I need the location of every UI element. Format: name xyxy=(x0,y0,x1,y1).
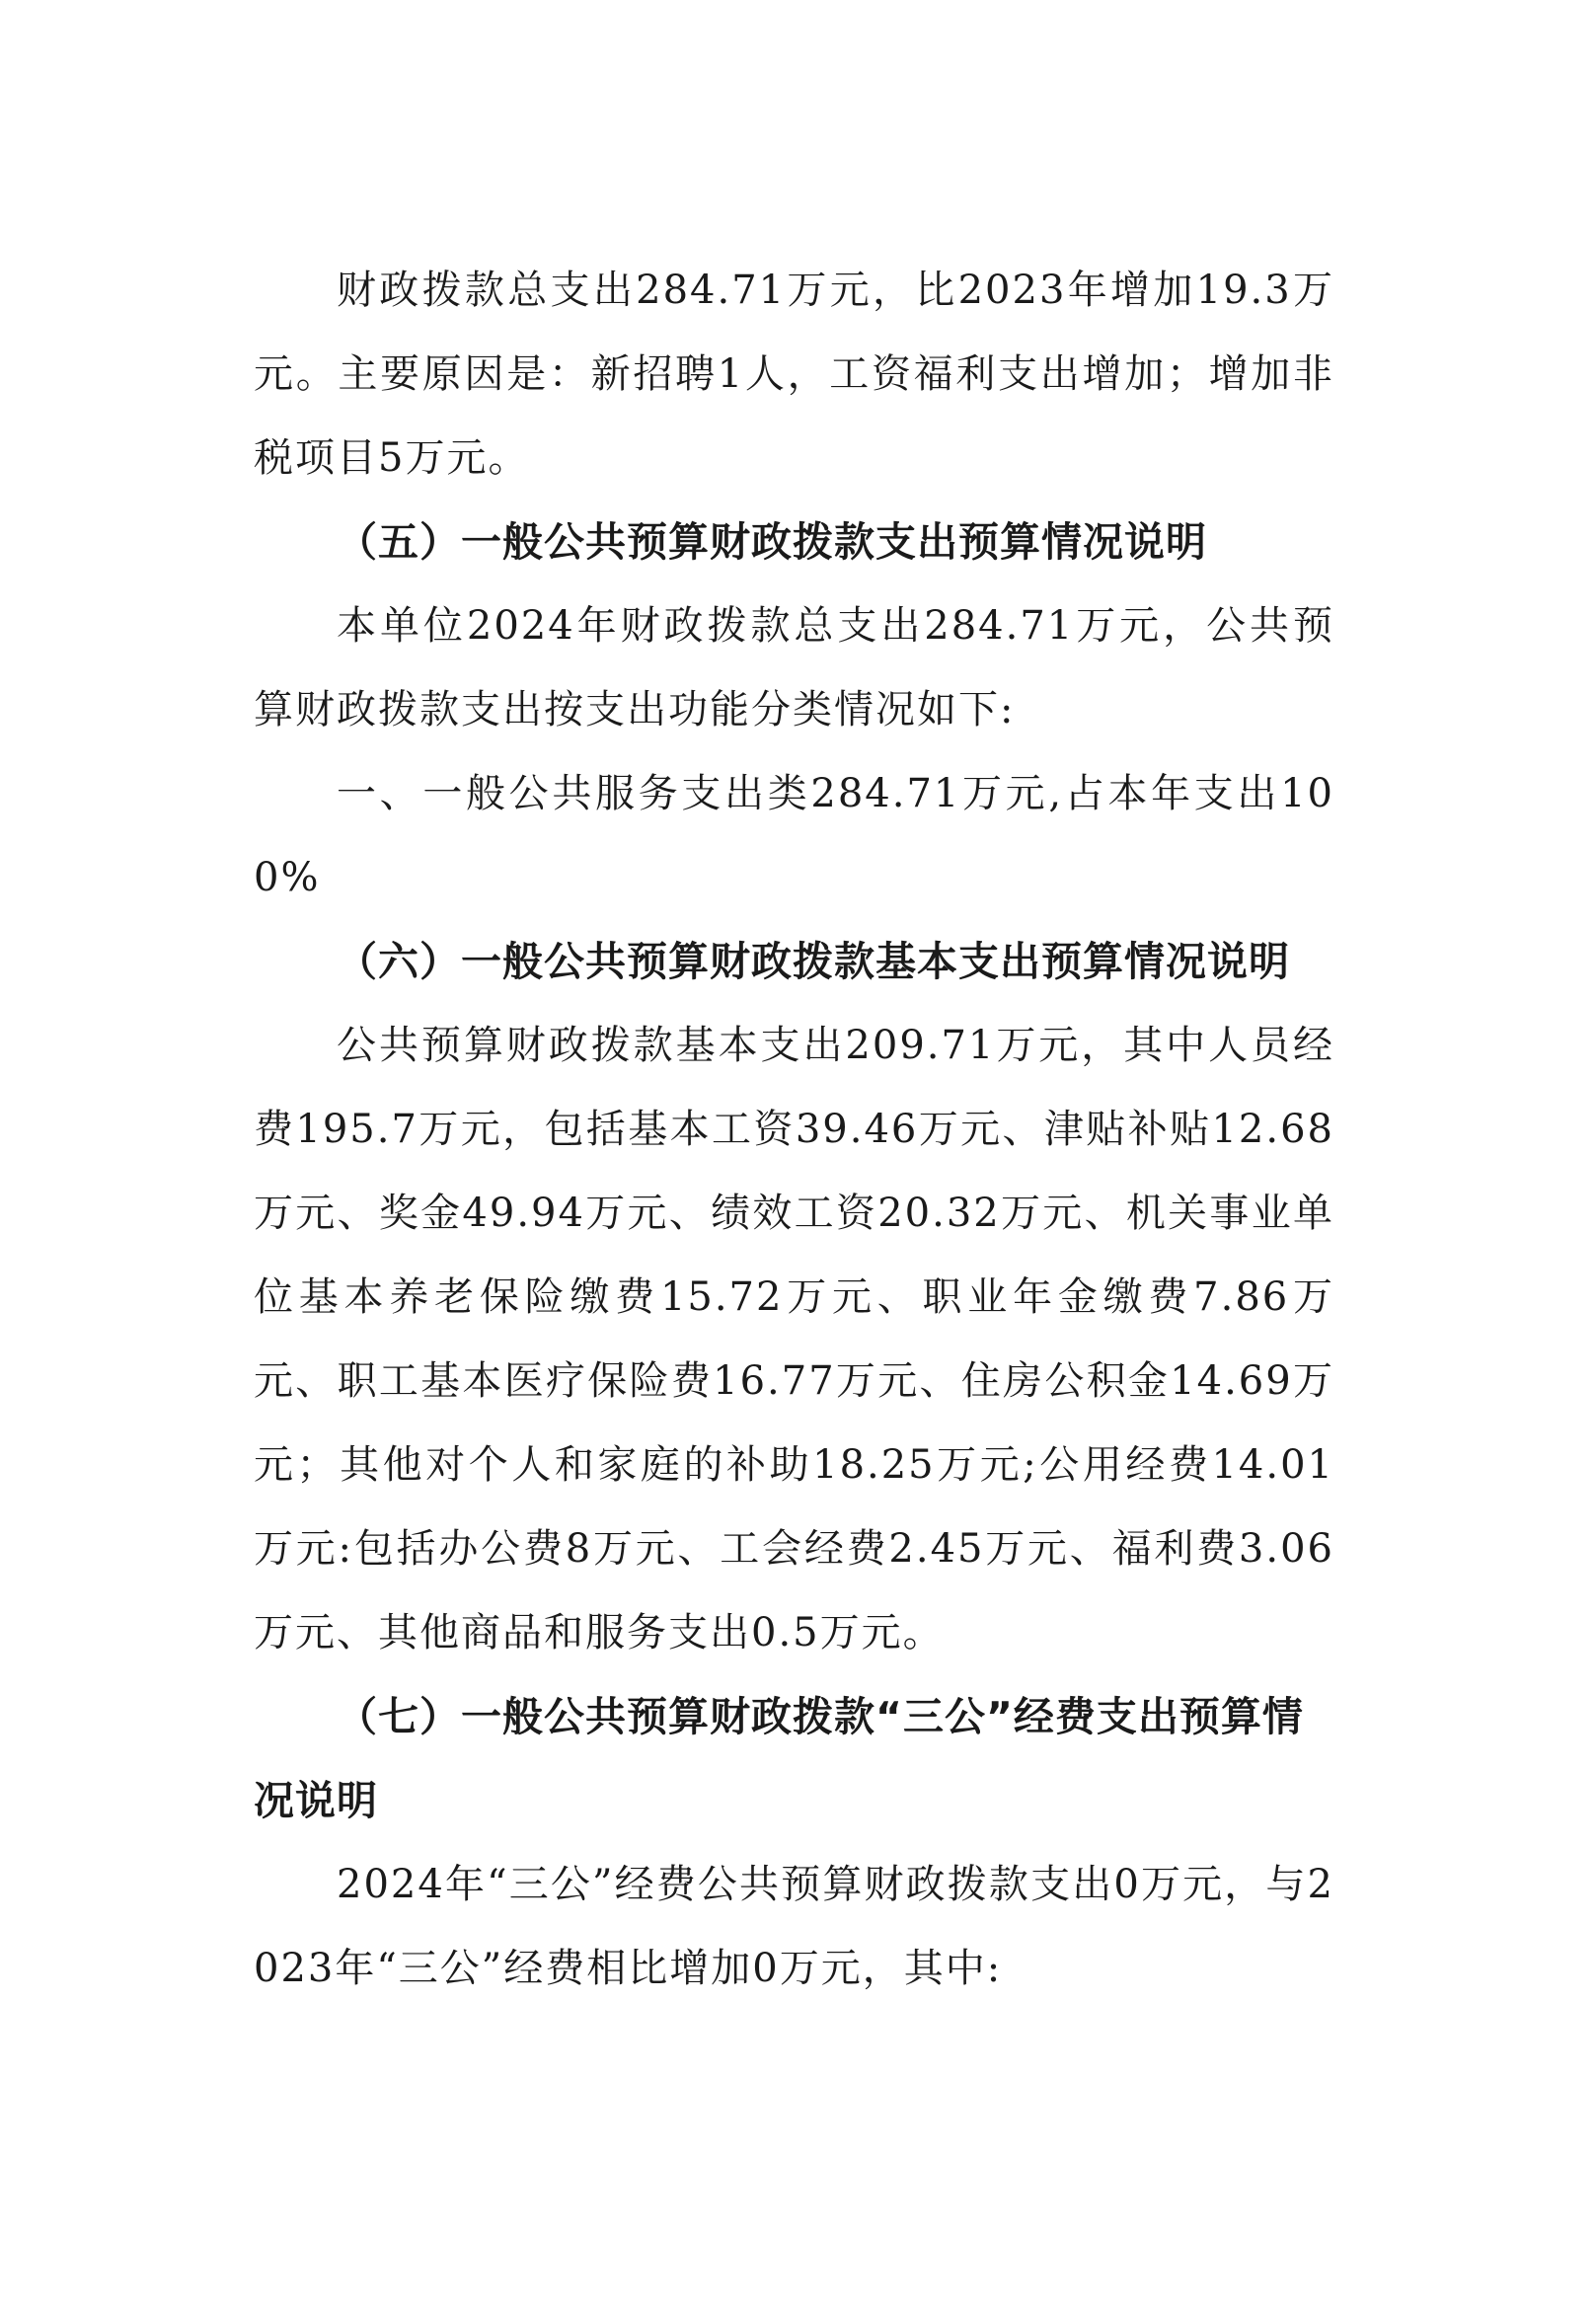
paragraph-basic-expenditure: 公共预算财政拨款基本支出209.71万元，其中人员经费195.7万元，包括基本工资39.46万元、津贴补贴12.68万元、奖金49.94万元、绩效工资20.32万元、机关事业单位基本养老保险缴费15.72万元、职业年金缴费7.86万元、职工基本医疗保险费16.77万元、住房公积金14.69万元；其他对个人和家庭的补助18.25万元;公用经费14.01万元:包括办公费8万元、工会经费2.45万元、福利费3.06万元、其他商品和服务支出0.5万元。 xyxy=(254,1023,1334,1655)
paragraph-general-service: 一、一般公共服务支出类284.71万元,占本年支出100% xyxy=(254,771,1334,900)
paragraph-unit-total: 本单位2024年财政拨款总支出284.71万元，公共预算财政拨款支出按支出功能分类情况如下: xyxy=(254,603,1334,732)
heading-section-5: （五）一般公共预算财政拨款支出预算情况说明 xyxy=(337,518,1207,566)
heading-section-7: （七）一般公共预算财政拨款“三公”经费支出预算情况说明 xyxy=(254,1693,1304,1824)
paragraph-three-public: 2024年“三公”经费公共预算财政拨款支出0万元，与2023年“三公”经费相比增加0万元，其中: xyxy=(254,1862,1334,1991)
paragraph-fiscal-total: 财政拨款总支出284.71万元，比2023年增加19.3万元。主要原因是：新招聘1人，工资福利支出增加；增加非税项目5万元。 xyxy=(254,268,1334,481)
document-body xyxy=(254,249,1334,2011)
heading-section-6: （六）一般公共预算财政拨款基本支出预算情况说明 xyxy=(337,938,1290,985)
